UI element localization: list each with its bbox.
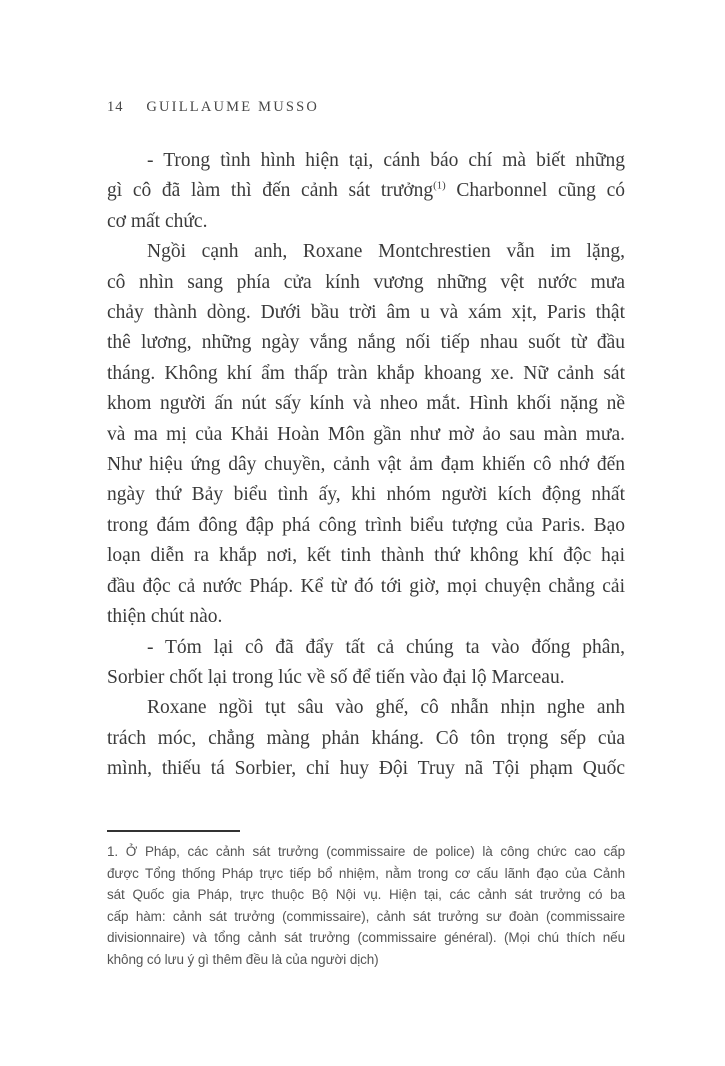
text-line: và ma mị của Khải Hoàn Môn gần như mờ ảo sau màn mưa. <box>107 423 625 445</box>
text-line: Sorbier chốt lại trong lúc về số để tiến vào đại lộ Marceau. <box>107 666 565 688</box>
paragraph <box>107 146 625 237</box>
text-line: mình, thiếu tá Sorbier, chỉ huy Đội Truy nã Tội phạm Quốc <box>107 758 625 780</box>
paragraph <box>107 693 625 784</box>
text-line: thê lương, những ngày vắng nắng nối tiếp nhau suốt từ đầu <box>107 332 625 354</box>
text-line: đầu độc cả nước Pháp. Kể từ đó tới giờ, mọi chuyện chẳng cải <box>107 575 625 597</box>
text-line: gì cô đã làm thì đến cảnh sát trưởng$^{(1)}$ Charbonnel cũng có <box>107 179 625 202</box>
page-header <box>107 99 319 116</box>
footnote-ref-marker: (1) <box>433 179 446 192</box>
text-line: - Trong tình hình hiện tại, cánh báo chí mà biết những <box>147 150 625 171</box>
text-line: trong đám đông đập phá công trình biểu tượng của Paris. Bạo <box>107 514 625 536</box>
footnote-line: sát Quốc gia Pháp, trực thuộc Bộ Nội vụ. Hiện tại, các cảnh sát trưởng có ba <box>107 887 625 903</box>
text-line: Roxane ngồi tụt sâu vào ghế, cô nhẫn nhịn nghe anh <box>147 697 625 719</box>
text-line: - Tóm lại cô đã đẩy tất cả chúng ta vào đống phân, <box>147 636 625 658</box>
text-line: trách móc, chẳng màng phản kháng. Cô tôn trọng sếp của <box>107 727 625 749</box>
text-line: loạn diễn ra khắp nơi, kết tinh thành thứ không khí độc hại <box>107 545 625 567</box>
page-number: 14 <box>107 99 124 115</box>
text-line: ngày thứ Bảy biểu tình ấy, khi nhóm người kích động nhất <box>107 484 625 506</box>
footnote-line: 1. Ở Pháp, các cảnh sát trưởng (commissaire de police) là công chức cao cấp <box>107 844 625 859</box>
paragraph <box>107 633 625 694</box>
footnote-area <box>107 830 625 971</box>
text-line: cơ mất chức. <box>107 210 208 232</box>
text-line: thiện chút nào. <box>107 606 223 628</box>
text-line: Ngồi cạnh anh, Roxane Montchrestien vẫn im lặng, <box>147 241 625 263</box>
text-line: khom người ấn nút sấy kính và nheo mắt. Hình khối nặng nề <box>107 393 625 415</box>
footnote-line: divisionnaire) và tổng cảnh sát trưởng (commissaire général). (Mọi chú thích nếu <box>107 930 625 946</box>
text-line: tháng. Không khí ẩm thấp tràn khắp khoang xe. Nữ cảnh sát <box>107 362 625 384</box>
body-text <box>107 146 625 785</box>
running-title: GUILLAUME MUSSO <box>146 99 320 115</box>
text-line: Như hiệu ứng dây chuyền, cảnh vật ảm đạm khiến cô nhớ đến <box>107 454 625 476</box>
footnote-line: không có lưu ý gì thêm đều là của người dịch) <box>107 951 379 967</box>
footnote-line: cấp hàm: cảnh sát trưởng (commissaire), cảnh sát trưởng sư đoàn (commissaire <box>107 908 625 924</box>
footnote-text <box>107 841 625 971</box>
paragraph <box>107 237 625 632</box>
text-line: cô nhìn sang phía cửa kính vương những vệt nước mưa <box>107 271 625 293</box>
footnote-line: được Tổng thống Pháp trực tiếp bổ nhiệm, nằm trong cơ cấu lãnh đạo của Cảnh <box>107 865 625 881</box>
text-line: chảy thành dòng. Dưới bầu trời âm u và xám xịt, Paris thật <box>107 302 625 324</box>
footnote-separator-rule <box>107 830 240 832</box>
